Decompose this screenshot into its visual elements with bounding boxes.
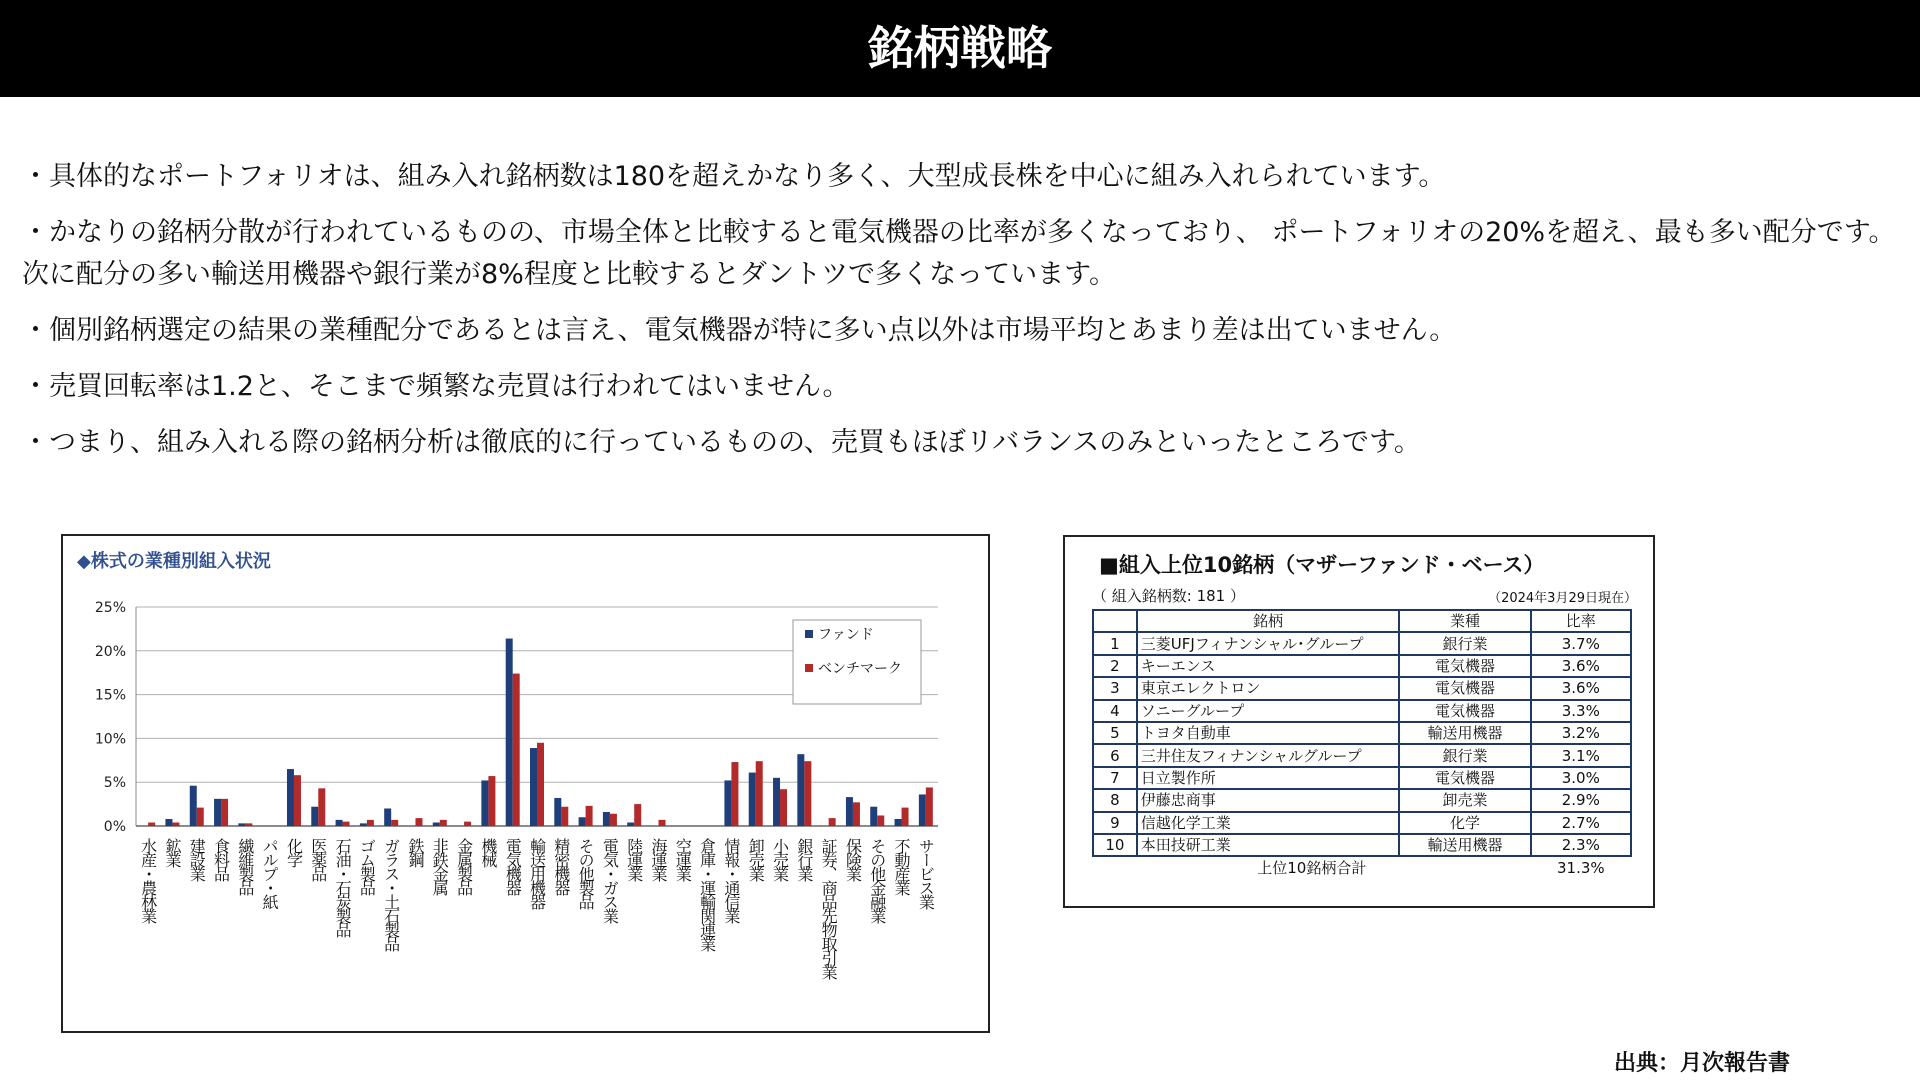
cell-name: 三井住友フィナンシャルグループ xyxy=(1137,744,1400,766)
bar-fund xyxy=(214,799,221,826)
cell-sector: 電気機器 xyxy=(1399,655,1530,677)
table-row xyxy=(1093,767,1631,789)
bar-benchmark xyxy=(926,787,933,826)
bar-fund xyxy=(579,817,586,826)
bar-benchmark xyxy=(659,820,666,826)
bar-benchmark xyxy=(804,761,811,826)
x-category-label: 保険業 xyxy=(843,838,863,880)
cell-name: 東京エレクトロン xyxy=(1137,677,1400,699)
bar-fund xyxy=(360,823,367,826)
bar-fund xyxy=(724,780,731,826)
bar-fund xyxy=(165,819,172,826)
table-row xyxy=(1093,632,1631,654)
bar-benchmark xyxy=(464,822,471,826)
bar-benchmark xyxy=(561,807,568,826)
bar-benchmark xyxy=(440,820,447,826)
x-category-label: 化学 xyxy=(284,838,304,866)
bullet-item: ・つまり、組み入れる際の銘柄分析は徹底的に行っているものの、売買もほぼリバランスのみといったところです。 xyxy=(22,427,1421,458)
x-category-label: 電気機器 xyxy=(503,838,523,894)
x-category-label: サービス業 xyxy=(916,838,936,908)
legend-label: ファンド xyxy=(818,627,874,643)
cell-name: 日立製作所 xyxy=(1137,767,1400,789)
x-category-label: ガラス・土石製品 xyxy=(381,838,401,950)
top10-holdings-panel xyxy=(1063,535,1655,908)
cell-ratio: 3.2% xyxy=(1531,722,1631,744)
x-category-label: ゴム製品 xyxy=(357,838,377,894)
bar-fund xyxy=(287,769,294,826)
cell-ratio: 3.0% xyxy=(1531,767,1631,789)
col-header-rank xyxy=(1093,610,1137,632)
x-category-label: その他金融業 xyxy=(867,838,887,922)
total-row xyxy=(1093,856,1631,878)
y-tick-label: 15% xyxy=(94,687,126,704)
header-bar xyxy=(0,0,1920,97)
cell-sector: 銀行業 xyxy=(1399,744,1530,766)
x-category-label: 繊維製品 xyxy=(235,838,255,894)
source-note: 出典：月次報告書 xyxy=(1614,1051,1791,1076)
cell-sector: 銀行業 xyxy=(1399,632,1530,654)
cell-sector: 化学 xyxy=(1399,812,1530,834)
chart-title: ◆株式の業種別組入状況 xyxy=(77,551,271,572)
as-of-date: （2024年3月29日現在） xyxy=(1488,591,1637,606)
bar-benchmark xyxy=(488,776,495,826)
x-category-label: 卸売業 xyxy=(746,838,766,880)
x-category-label: 電気・ガス業 xyxy=(600,838,620,922)
bar-fund xyxy=(433,822,440,826)
cell-rank: 2 xyxy=(1093,655,1137,677)
bar-benchmark xyxy=(367,820,374,826)
x-category-label: 銀行業 xyxy=(794,838,814,880)
bar-benchmark xyxy=(148,822,155,826)
bar-benchmark xyxy=(391,820,398,826)
bar-benchmark xyxy=(902,808,909,826)
cell-ratio: 2.9% xyxy=(1531,789,1631,811)
x-category-label: 水産・農林業 xyxy=(138,838,158,922)
bar-fund xyxy=(506,639,513,826)
table-row xyxy=(1093,812,1631,834)
cell-name: ソニーグループ xyxy=(1137,700,1400,722)
x-category-label: 鉄鋼 xyxy=(405,838,425,866)
x-category-label: 空運業 xyxy=(673,838,693,880)
x-category-label: 機械 xyxy=(478,838,498,866)
bar-fund xyxy=(384,808,391,826)
cell-rank: 8 xyxy=(1093,789,1137,811)
bullet-item: ・個別銘柄選定の結果の業種配分であるとは言え、電気機器が特に多い点以外は市場平均とあまり差は出ていません。 xyxy=(22,315,1457,346)
bar-fund xyxy=(895,819,902,826)
x-category-label: 医薬品 xyxy=(308,838,328,880)
x-category-label: 金属製品 xyxy=(454,838,474,894)
bar-benchmark xyxy=(829,818,836,826)
y-tick-label: 25% xyxy=(94,600,126,616)
bar-benchmark xyxy=(221,799,228,826)
bar-benchmark xyxy=(731,762,738,826)
cell-sector: 輸送用機器 xyxy=(1399,722,1530,744)
col-header-sector: 業種 xyxy=(1399,610,1530,632)
cell-ratio: 2.7% xyxy=(1531,812,1631,834)
x-category-label: 非鉄金属 xyxy=(430,838,450,894)
col-header-ratio: 比率 xyxy=(1531,610,1631,632)
table-row xyxy=(1093,744,1631,766)
bar-fund xyxy=(749,773,756,826)
cell-rank: 3 xyxy=(1093,677,1137,699)
cell-ratio: 2.3% xyxy=(1531,834,1631,856)
x-category-label: パルプ・紙 xyxy=(260,838,280,908)
x-category-label: 鉱業 xyxy=(162,838,182,866)
bar-benchmark xyxy=(343,822,350,826)
table-header-row xyxy=(1093,610,1631,632)
bar-fund xyxy=(846,797,853,826)
page-title: 銘柄戦略 xyxy=(868,21,1052,75)
legend-swatch xyxy=(805,630,813,638)
bar-fund xyxy=(870,807,877,826)
bar-benchmark xyxy=(537,743,544,826)
y-tick-label: 0% xyxy=(103,819,126,835)
x-category-label: 建設業 xyxy=(187,838,207,880)
table-row xyxy=(1093,677,1631,699)
total-label: 上位10銘柄合計 xyxy=(1257,858,1367,877)
cell-rank: 1 xyxy=(1093,632,1137,654)
cell-sector: 電気機器 xyxy=(1399,767,1530,789)
x-category-label: 証券、商品先物取引業 xyxy=(819,838,839,978)
bar-benchmark xyxy=(610,814,617,826)
y-tick-label: 20% xyxy=(94,643,126,660)
cell-ratio: 3.1% xyxy=(1531,744,1631,766)
x-category-label: 食料品 xyxy=(211,838,231,880)
bar-benchmark xyxy=(172,822,179,826)
y-tick-label: 5% xyxy=(103,775,126,792)
cell-name: キーエンス xyxy=(1137,655,1400,677)
cell-rank: 9 xyxy=(1093,812,1137,834)
cell-name: 本田技研工業 xyxy=(1137,834,1400,856)
cell-name: 伊藤忠商事 xyxy=(1137,789,1400,811)
cell-sector: 電気機器 xyxy=(1399,677,1530,699)
bar-benchmark xyxy=(245,823,252,826)
bar-fund xyxy=(919,794,926,826)
cell-ratio: 3.7% xyxy=(1531,632,1631,654)
bar-fund xyxy=(238,823,245,826)
cell-sector: 電気機器 xyxy=(1399,700,1530,722)
bullet-item: ・かなりの銘柄分散が行われているものの、市場全体と比較すると電気機器の比率が多くなっており、 ポートフォリオの20%を超え、最も多い配分です。 次に配分の多い輸送用機器や銀行業が8%程度と比較するとダントツで多くなっています。 xyxy=(22,217,1896,290)
cell-rank: 5 xyxy=(1093,722,1137,744)
bar-benchmark xyxy=(415,818,422,826)
col-header-name: 銘柄 xyxy=(1137,610,1400,632)
table-row xyxy=(1093,700,1631,722)
total-value: 31.3% xyxy=(1556,858,1605,877)
bar-fund xyxy=(481,780,488,826)
cell-rank: 10 xyxy=(1093,834,1137,856)
bar-fund xyxy=(554,798,561,826)
cell-name: 信越化学工業 xyxy=(1137,812,1400,834)
x-category-label: 陸運業 xyxy=(624,838,644,880)
bar-benchmark xyxy=(877,815,884,826)
bar-fund xyxy=(311,807,318,826)
y-tick-label: 10% xyxy=(94,731,126,748)
bar-benchmark xyxy=(513,674,520,826)
cell-ratio: 3.6% xyxy=(1531,655,1631,677)
top10-title: ■組入上位10銘柄（マザーファンド・ベース） xyxy=(1099,553,1545,577)
bar-fund xyxy=(190,786,197,826)
bullet-item: ・売買回転率は1.2と、そこまで頻繁な売買は行われてはいません。 xyxy=(22,371,850,402)
x-category-label: 小売業 xyxy=(770,838,790,880)
x-category-label: 石油・石炭製品 xyxy=(333,838,353,936)
x-category-label: その他製品 xyxy=(576,838,596,908)
cell-name: 三菱UFJフィナンシャル･グループ xyxy=(1137,632,1400,654)
holdings-count: （ 組入銘柄数: 181 ） xyxy=(1092,587,1245,605)
x-category-label: 精密機器 xyxy=(551,838,571,894)
bar-fund xyxy=(797,754,804,826)
bar-benchmark xyxy=(294,775,301,826)
sector-allocation-chart xyxy=(61,534,990,1033)
x-category-label: 海運業 xyxy=(649,838,669,880)
bar-fund xyxy=(336,820,343,826)
bar-benchmark xyxy=(780,789,787,826)
bar-fund xyxy=(530,748,537,826)
cell-sector: 卸売業 xyxy=(1399,789,1530,811)
x-category-label: 情報・通信業 xyxy=(721,838,741,922)
bar-benchmark xyxy=(318,788,325,826)
x-category-label: 輸送用機器 xyxy=(527,838,547,908)
bullet-item: ・具体的なポートフォリオは、組み入れ銘柄数は180を超えかなり多く、大型成長株を中心に組み入れられています。 xyxy=(22,161,1446,192)
cell-name: トヨタ自動車 xyxy=(1137,722,1400,744)
chart-svg xyxy=(63,536,988,1031)
x-category-label: 不動産業 xyxy=(892,838,912,894)
cell-sector: 輸送用機器 xyxy=(1399,834,1530,856)
top10-body xyxy=(1093,632,1631,878)
legend-label: ベンチマーク xyxy=(818,661,902,677)
bar-benchmark xyxy=(586,806,593,826)
cell-ratio: 3.3% xyxy=(1531,700,1631,722)
bar-fund xyxy=(627,822,634,826)
cell-rank: 4 xyxy=(1093,700,1137,722)
table-row xyxy=(1093,655,1631,677)
cell-rank: 6 xyxy=(1093,744,1137,766)
bar-benchmark xyxy=(197,808,204,826)
bar-fund xyxy=(773,778,780,826)
table-row xyxy=(1093,722,1631,744)
cell-ratio: 3.6% xyxy=(1531,677,1631,699)
bar-benchmark xyxy=(634,804,641,826)
top10-table xyxy=(1092,609,1632,879)
bar-benchmark xyxy=(853,802,860,826)
table-row xyxy=(1093,834,1631,856)
cell-rank: 7 xyxy=(1093,767,1137,789)
legend-swatch xyxy=(805,664,813,672)
bullet-list xyxy=(22,156,1902,478)
table-row xyxy=(1093,789,1631,811)
bar-benchmark xyxy=(756,761,763,826)
bar-fund xyxy=(603,812,610,826)
x-category-label: 倉庫・運輸関連業 xyxy=(697,838,717,950)
